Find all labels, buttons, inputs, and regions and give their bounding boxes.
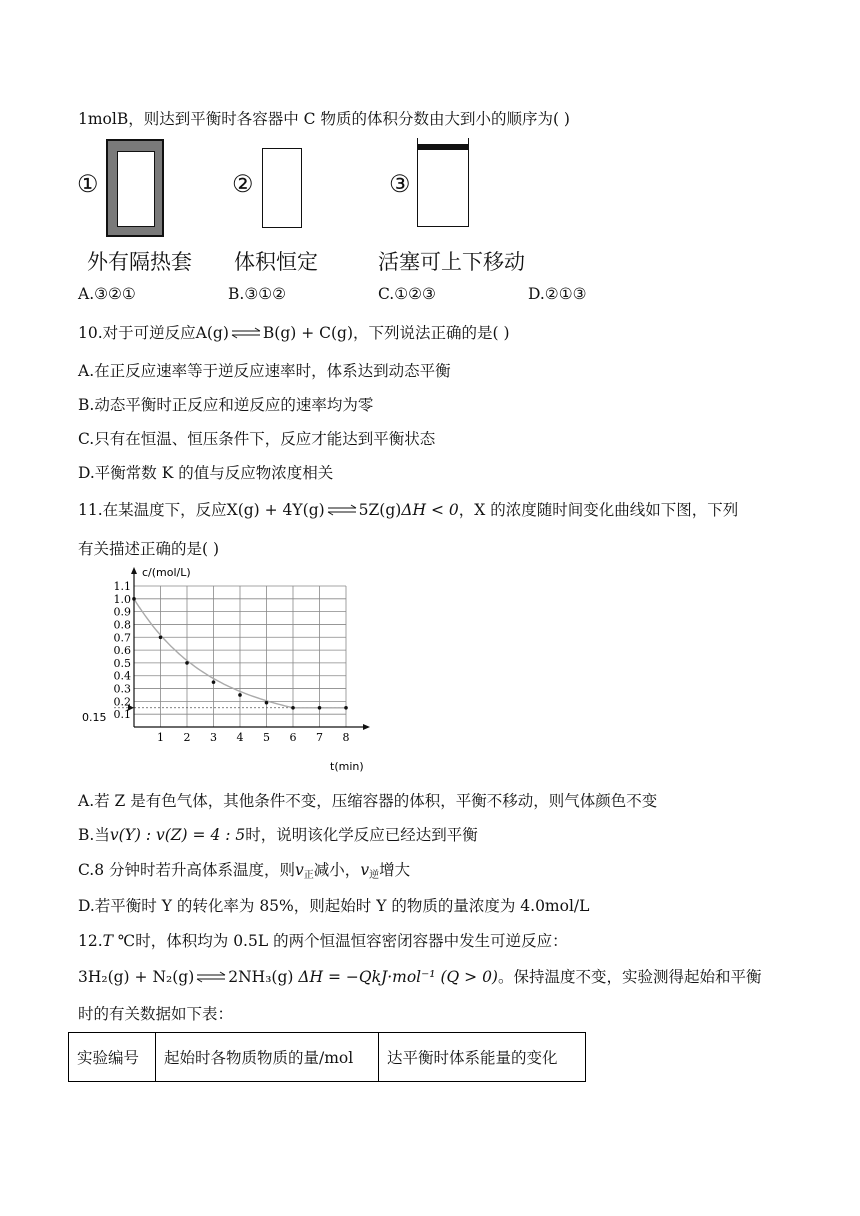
- y-axis-arrow-icon: [131, 567, 137, 574]
- q11-option-c-prefix: C.8 分钟时若升高体系温度，则: [78, 861, 296, 879]
- q11-stem: [78, 498, 738, 520]
- y-tick-label: 0.7: [113, 631, 131, 645]
- y-tick-label: 0.2: [113, 695, 131, 709]
- q9-option-a: A.③②①: [78, 285, 136, 303]
- q11-option-b: [78, 823, 478, 845]
- q11-option-c-suffix: 增大: [379, 861, 411, 879]
- data-point: [344, 706, 348, 710]
- q11-option-b-prefix: B.当: [78, 826, 110, 844]
- data-point: [318, 706, 322, 710]
- q10-option-a: A.在正反应速率等于逆反应速率时，体系达到动态平衡: [78, 362, 451, 380]
- container-2-vessel: [262, 148, 302, 228]
- y-tick-label: 0.8: [113, 618, 131, 632]
- q12-stem: [78, 929, 568, 951]
- q10-option-b: B.动态平衡时正反应和逆反应的速率均为零: [78, 396, 374, 414]
- x-tick-label: 2: [183, 731, 191, 744]
- data-point: [265, 701, 269, 705]
- q11-option-a: A.若 Z 是有色气体，其他条件不变，压缩容器的体积，平衡不移动，则气体颜色不变: [78, 792, 658, 810]
- q12-equation-line: [78, 965, 762, 987]
- x-tick-label: 5: [263, 731, 270, 744]
- q11-option-b-expression: v(Y) : v(Z) = 4 : 5: [109, 826, 246, 844]
- y-tick-label: 0.6: [113, 644, 131, 658]
- q10-option-c: C.只有在恒温、恒压条件下，反应才能达到平衡状态: [78, 430, 436, 448]
- container-1-vessel: [117, 151, 155, 227]
- chart-y-ticks: [114, 580, 132, 721]
- container-3-caption: 活塞可上下移动: [378, 250, 525, 274]
- q12-equation-left: 3H₂(g) + N₂(g): [78, 968, 195, 986]
- q11-stem-suffix: ，X 的浓度随时间变化曲线如下图，下列: [458, 501, 739, 519]
- q12-stem-prefix: 12.: [78, 932, 103, 950]
- data-point: [132, 597, 136, 601]
- q12-equation-right: 2NH₃(g): [228, 968, 294, 986]
- q11-option-d: D.若平衡时 Y 的转化率为 85%，则起始时 Y 的物质的量浓度为 4.0mol/L: [78, 897, 590, 915]
- y-tick-label: 0.4: [113, 669, 131, 683]
- table-header-cell: 起始时各物质物质的量/mol: [156, 1033, 379, 1082]
- y-tick-label: 0.5: [113, 656, 131, 670]
- container-1-insulation: [106, 139, 164, 237]
- table-header-cell: 实验编号: [69, 1033, 156, 1082]
- chart-y-label: c/(mol/L): [142, 566, 191, 579]
- container-1-caption: 外有隔热套: [87, 250, 192, 274]
- data-point: [212, 680, 216, 684]
- y-tick-label: 0.3: [113, 682, 131, 696]
- q9-option-c: C.①②③: [378, 285, 436, 303]
- container-3-vessel: [417, 138, 469, 227]
- q12-temperature-symbol: T: [102, 932, 113, 950]
- q11-option-c-sub-reverse: 逆: [369, 870, 380, 881]
- x-tick-label: 4: [236, 731, 244, 744]
- q11-delta-h: ΔH < 0: [401, 501, 459, 519]
- equilibrium-arrow-icon: [327, 504, 357, 516]
- x-tick-label: 1: [157, 731, 164, 744]
- q11-stem-prefix: 11.在某温度下，反应: [78, 501, 227, 519]
- q9-option-d: D.②①③: [528, 285, 587, 303]
- container-3-piston: [418, 144, 468, 150]
- q9-option-b: B.③①②: [228, 285, 287, 303]
- chart-x-label: t(min): [330, 760, 364, 773]
- q11-option-c-v-forward: v: [295, 861, 304, 879]
- data-point: [238, 693, 242, 697]
- q11-option-c-sub-forward: 正: [303, 870, 314, 881]
- q11-stem-line2: 有关描述正确的是( ): [78, 540, 220, 558]
- equilibrium-arrow-icon: [231, 327, 261, 339]
- container-3-number: ③: [389, 170, 411, 198]
- x-tick-label: 7: [316, 731, 323, 744]
- q11-equation-left: X(g) + 4Y(g): [226, 501, 325, 519]
- q12-data-table: [68, 1032, 586, 1082]
- equilibrium-arrow-icon: [196, 971, 226, 983]
- q11-equation-right: 5Z(g): [358, 501, 402, 519]
- q12-line2-suffix: 。保持温度不变，实验测得起始和平衡: [497, 968, 762, 986]
- q10-stem-prefix: 10.对于可逆反应: [78, 324, 196, 342]
- q10-option-d: D.平衡常数 K 的值与反应物浓度相关: [78, 464, 334, 482]
- x-tick-label: 6: [289, 731, 297, 744]
- chart-grid: [114, 586, 346, 727]
- chart-axes: [128, 567, 370, 730]
- q11-option-c-middle: 减小，: [313, 861, 361, 879]
- y-tick-label: 0.9: [113, 605, 131, 619]
- q12-delta-h: ΔH = −QkJ·mol⁻¹: [298, 968, 436, 986]
- concentration-time-chart: [78, 565, 378, 775]
- chart-x-ticks: [157, 731, 350, 744]
- q12-line3: 时的有关数据如下表：: [78, 1005, 234, 1023]
- x-tick-label: 3: [210, 731, 217, 744]
- q10-equation-right: B(g) + C(g): [262, 324, 353, 342]
- container-1-number: ①: [77, 170, 99, 198]
- data-point: [185, 661, 189, 665]
- q10-stem-suffix: ，下列说法正确的是( ): [353, 324, 510, 342]
- table-header-row: [69, 1033, 586, 1082]
- q11-option-c-v-reverse: v: [360, 861, 370, 879]
- data-point: [291, 706, 295, 710]
- y-tick-label: 1.1: [113, 580, 131, 593]
- x-tick-label: 8: [342, 731, 350, 744]
- q9-intro: 1molB，则达到平衡时各容器中 C 物质的体积分数由大到小的顺序为( ): [78, 110, 570, 128]
- q12-stem-suffix: ℃时，体积均为 0.5L 的两个恒温恒容密闭容器中发生可逆反应：: [113, 932, 568, 950]
- q10-equation-left: A(g): [195, 324, 229, 342]
- q11-option-b-suffix: 时，说明该化学反应已经达到平衡: [245, 826, 478, 844]
- table-header-cell: 达平衡时体系能量的变化: [379, 1033, 586, 1082]
- q12-condition: (Q > 0): [440, 968, 498, 986]
- y-tick-label: 0.1: [113, 708, 131, 722]
- x-axis-arrow-icon: [363, 724, 370, 730]
- container-2-caption: 体积恒定: [234, 250, 318, 274]
- q11-option-c: [78, 858, 410, 881]
- data-point: [159, 635, 163, 639]
- container-2-number: ②: [232, 170, 254, 198]
- q10-stem: [78, 321, 510, 343]
- chart-annotation-015: 0.15: [82, 711, 107, 724]
- y-tick-label: 1.0: [113, 592, 131, 606]
